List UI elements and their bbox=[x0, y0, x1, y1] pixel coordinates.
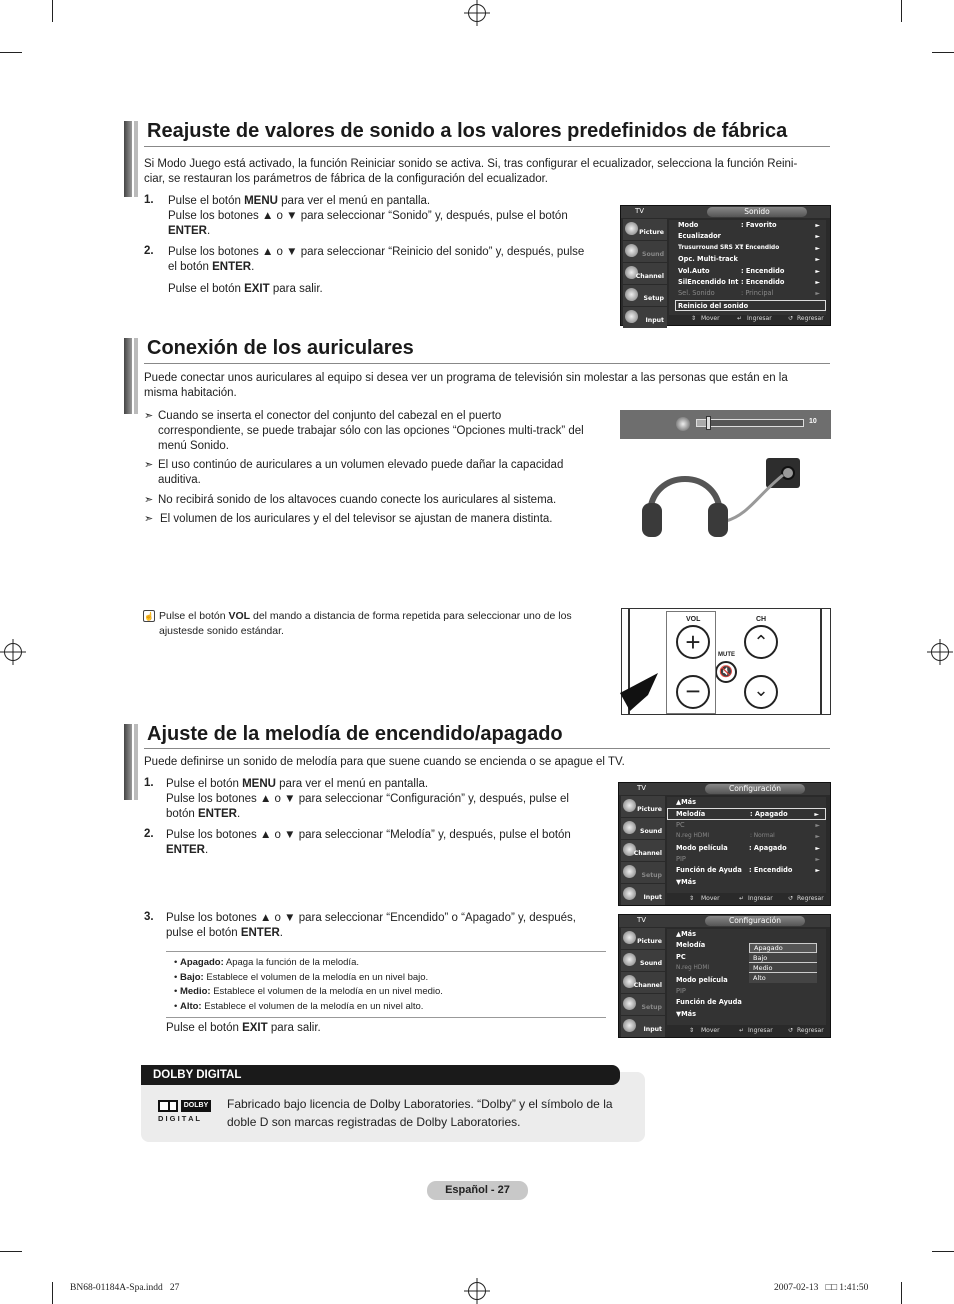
registration-mark-icon bbox=[931, 643, 949, 661]
crop-mark bbox=[0, 52, 22, 53]
volume-osd bbox=[620, 410, 831, 439]
osd-row[interactable]: PC ► bbox=[676, 820, 820, 829]
osd-row[interactable]: PC bbox=[676, 952, 686, 961]
osd-side-input[interactable]: Input bbox=[621, 884, 665, 905]
osd-side-channel[interactable]: Channel bbox=[621, 840, 665, 861]
osd-side-sound[interactable]: Sound bbox=[623, 241, 667, 262]
osd-list bbox=[667, 797, 826, 893]
crop-mark bbox=[932, 1251, 954, 1252]
section-rule bbox=[144, 363, 830, 364]
osd-menu-setup bbox=[618, 782, 831, 906]
registration-mark-icon bbox=[4, 643, 22, 661]
remote-note: Pulse el botón VOL del mando a distancia de forma repetida para seleccionar uno de los ajustesde sonido estándar. bbox=[159, 610, 572, 637]
jack-port bbox=[782, 467, 794, 479]
exit-text: Pulse el botón EXIT para salir. bbox=[166, 1022, 321, 1034]
setup-icon bbox=[623, 997, 636, 1010]
osd-side-input[interactable]: Input bbox=[623, 307, 667, 328]
osd-side-sound[interactable]: Sound bbox=[621, 950, 665, 971]
section-rule bbox=[144, 146, 830, 147]
osd-header: TV Configuración bbox=[619, 915, 830, 927]
input-icon bbox=[623, 1019, 636, 1032]
osd-side-setup[interactable]: Setup bbox=[621, 994, 665, 1015]
osd-row[interactable]: Melodía bbox=[676, 941, 706, 950]
sound-icon bbox=[623, 821, 636, 834]
move-icon: ⇕ bbox=[689, 1027, 695, 1034]
pointer-arrow-icon bbox=[620, 667, 662, 713]
step-number: 1. bbox=[144, 777, 154, 789]
sound-icon bbox=[625, 244, 638, 257]
osd-row[interactable]: Vol.Auto : Encendido ► bbox=[678, 266, 820, 275]
osd-title: Sonido bbox=[707, 207, 807, 217]
remote-illustration bbox=[621, 608, 831, 715]
note-text: Cuando se inserta el conector del conjunto del cabezal en el puerto correspondiente, se puede trabajar sólo con las opciones “Opciones multi-track” del menú Sonido. bbox=[158, 410, 584, 452]
melody-dropdown bbox=[749, 943, 817, 983]
enter-icon: ↵ bbox=[737, 315, 743, 322]
section-intro: Puede definirse un sonido de melodía para que suene cuando se encienda o se apague el TV. bbox=[144, 756, 625, 768]
crop-mark bbox=[901, 1282, 902, 1304]
option-item: • Alto: Establece el volumen de la melodía en un nivel alto. bbox=[174, 1000, 424, 1012]
move-icon: ⇕ bbox=[689, 895, 695, 902]
option-item: • Medio: Establece el volumen de la melodía en un nivel medio. bbox=[174, 986, 443, 997]
osd-title: Configuración bbox=[705, 784, 805, 794]
osd-row[interactable]: Opc. Multi-track ► bbox=[678, 255, 820, 264]
remote-note-icon: ☝ bbox=[144, 612, 154, 621]
ch-up-button[interactable]: ⌃ bbox=[744, 625, 778, 659]
enter-icon: ↵ bbox=[739, 1027, 745, 1034]
step-text: Pulse el botón MENU para ver el menú en pantalla. Pulse los botones ▲ o ▼ para seleccionar “Sonido” y, después, pulse el botón ENTER. bbox=[168, 195, 568, 237]
move-icon: ⇕ bbox=[691, 315, 697, 322]
step-number: 2. bbox=[144, 828, 154, 840]
ch-down-button[interactable]: ⌄ bbox=[744, 675, 778, 709]
headphones-illustration bbox=[638, 455, 808, 543]
dolby-logo: DOLBY D I G I T A L bbox=[158, 1100, 214, 1124]
volume-track[interactable] bbox=[696, 419, 804, 427]
crop-mark bbox=[0, 1251, 22, 1252]
osd-side-picture[interactable]: Picture bbox=[621, 928, 665, 949]
footer-filename: BN68-01184A-Spa.indd 27 bbox=[70, 1283, 180, 1293]
section-bar bbox=[134, 121, 138, 197]
return-icon: ↺ bbox=[788, 895, 794, 902]
input-icon bbox=[625, 310, 638, 323]
vol-highlight bbox=[666, 611, 716, 714]
osd-header: TV Sonido bbox=[621, 206, 830, 218]
osd-side-picture[interactable]: Picture bbox=[621, 796, 665, 817]
osd-row[interactable]: SilEncendido Int : Encendido ► bbox=[678, 277, 820, 286]
picture-icon bbox=[623, 799, 636, 812]
note-text: El volumen de los auriculares y el del televisor se ajustan de manera distinta. bbox=[160, 513, 553, 525]
section-rule bbox=[144, 748, 830, 749]
osd-sidebar bbox=[621, 796, 665, 906]
osd-list bbox=[669, 220, 826, 315]
osd-row[interactable]: ▼Más bbox=[676, 877, 697, 886]
note-arrow-icon: ➣ bbox=[144, 513, 154, 525]
volume-knob[interactable] bbox=[706, 416, 711, 430]
osd-menu-melody bbox=[618, 914, 831, 1038]
osd-sidebar bbox=[623, 219, 667, 329]
osd-menu-sound bbox=[620, 205, 831, 326]
note-arrow-icon: ➣ bbox=[144, 410, 154, 422]
dropdown-option[interactable]: Medio bbox=[749, 963, 817, 973]
vol-down-button[interactable]: − bbox=[676, 675, 710, 709]
earcup-left bbox=[642, 503, 662, 537]
step-text: Pulse los botones ▲ o ▼ para seleccionar “Encendido” o “Apagado” y, después, pulse el botón ENTER. bbox=[166, 912, 576, 939]
osd-row[interactable]: Modo película : Apagado ► bbox=[676, 843, 820, 852]
registration-mark-icon bbox=[468, 4, 486, 22]
mute-label: MUTE bbox=[718, 652, 735, 658]
return-icon: ↺ bbox=[788, 1027, 794, 1034]
exit-text: Pulse el botón EXIT para salir. bbox=[168, 283, 323, 295]
step-text: Pulse el botón MENU para ver el menú en pantalla. Pulse los botones ▲ o ▼ para seleccionar “Configuración” y, después, pulse el botón ENTER. bbox=[166, 778, 569, 820]
osd-row[interactable]: PIP bbox=[676, 986, 686, 995]
osd-side-channel[interactable]: Channel bbox=[621, 972, 665, 993]
section-bar bbox=[134, 338, 138, 414]
step-text: Pulse los botones ▲ o ▼ para seleccionar “Melodía” y, después, pulse el botón ENTER. bbox=[166, 829, 571, 856]
section-bar bbox=[124, 724, 132, 800]
osd-header: TV Configuración bbox=[619, 783, 830, 795]
vol-label: VOL bbox=[686, 616, 701, 623]
option-item: • Apagado: Apaga la función de la melodía. bbox=[174, 957, 359, 968]
options-box bbox=[166, 951, 606, 1018]
dolby-text: Fabricado bajo licencia de Dolby Laboratories. “Dolby” y el símbolo de la doble D son marcas registradas de Dolby Laboratories. bbox=[227, 1097, 613, 1129]
step-text: Pulse los botones ▲ o ▼ para seleccionar “Reinicio del sonido” y, después, pulse el botón ENTER. bbox=[168, 246, 585, 273]
section-intro: Si Modo Juego está activado, la función Reiniciar sonido se activa. Si, tras configurar el ecualizador, selecciona la función Reini- ciar, se restauran los parámetros de fábrica de la configuración del ecualizador. bbox=[144, 158, 798, 185]
osd-footer: ⇕ Mover ↵ Ingresar ↺ Regresar bbox=[689, 895, 824, 902]
section-bar bbox=[124, 338, 132, 414]
osd-row[interactable]: N.reg HDMI bbox=[676, 965, 710, 972]
osd-row[interactable]: Sel. Sonido : Principal ► bbox=[678, 289, 820, 298]
setup-icon bbox=[625, 288, 638, 301]
setup-icon bbox=[623, 865, 636, 878]
section-title: Reajuste de valores de sonido a los valores predefinidos de fábrica bbox=[147, 120, 788, 142]
osd-footer: ⇕ Mover ↵ Ingresar ↺ Regresar bbox=[689, 1027, 824, 1034]
section-title: Conexión de los auriculares bbox=[147, 337, 414, 359]
step-number: 1. bbox=[144, 194, 154, 206]
picture-icon bbox=[623, 931, 636, 944]
dropdown-option[interactable]: Bajo bbox=[749, 953, 817, 963]
picture-icon bbox=[625, 222, 638, 235]
osd-row[interactable]: Ecualizador ► bbox=[678, 232, 820, 241]
vol-up-button[interactable]: + bbox=[676, 625, 710, 659]
dropdown-option-selected[interactable]: Apagado bbox=[749, 943, 817, 953]
osd-side-picture[interactable]: Picture bbox=[623, 219, 667, 240]
input-icon bbox=[623, 887, 636, 900]
footer-date: 2007-02-13 □□ 1:41:50 bbox=[774, 1283, 869, 1293]
ch-label: CH bbox=[756, 616, 767, 623]
section-intro: Puede conectar unos auriculares al equipo si desea ver un programa de televisión sin molestar a las personas que están en la misma habitación. bbox=[144, 372, 788, 399]
osd-side-setup[interactable]: Setup bbox=[623, 285, 667, 306]
crop-mark bbox=[52, 0, 53, 22]
dropdown-option[interactable]: Alto bbox=[753, 974, 766, 982]
crop-mark bbox=[52, 1282, 53, 1304]
note-text: El uso continúo de auriculares a un volumen elevado puede dañar la capacidad auditiva. bbox=[158, 459, 564, 486]
osd-side-setup[interactable]: Setup bbox=[621, 862, 665, 883]
page-number: Español - 27 bbox=[427, 1181, 528, 1200]
cable bbox=[726, 475, 783, 521]
osd-row[interactable]: Trusurround SRS XT : Encendido ► bbox=[678, 244, 820, 252]
enter-icon: ↵ bbox=[739, 895, 745, 902]
speaker-icon bbox=[676, 417, 690, 431]
section-bar bbox=[124, 121, 132, 197]
osd-footer: ⇕ Mover ↵ Ingresar ↺ Regresar bbox=[691, 315, 824, 322]
osd-row-selected[interactable]: Melodía : Apagado ► bbox=[667, 808, 826, 819]
step-number: 2. bbox=[144, 245, 154, 257]
osd-sidebar bbox=[621, 928, 665, 1038]
osd-row[interactable]: Modo película bbox=[676, 975, 728, 984]
sound-icon bbox=[623, 953, 636, 966]
osd-side-sound[interactable]: Sound bbox=[621, 818, 665, 839]
osd-row[interactable]: ▲Más bbox=[676, 798, 697, 806]
registration-mark-icon bbox=[468, 1282, 486, 1300]
osd-side-input[interactable]: Input bbox=[621, 1016, 665, 1037]
osd-row[interactable]: Función de Ayuda : Encendido ► bbox=[676, 866, 820, 875]
crop-mark bbox=[901, 0, 902, 22]
osd-row[interactable]: Función de Ayuda bbox=[676, 998, 742, 1007]
osd-title: Configuración bbox=[705, 916, 805, 926]
osd-row[interactable]: N.reg HDMI : Normal ► bbox=[676, 833, 820, 841]
section-title: Ajuste de la melodía de encendido/apagado bbox=[147, 723, 563, 745]
return-icon: ↺ bbox=[788, 315, 794, 322]
note-arrow-icon: ➣ bbox=[144, 494, 154, 506]
note-arrow-icon: ➣ bbox=[144, 459, 154, 471]
step-number: 3. bbox=[144, 911, 154, 923]
dolby-header: DOLBY DIGITAL bbox=[141, 1065, 620, 1085]
earcup-right bbox=[708, 503, 728, 537]
volume-value: 10 bbox=[809, 418, 817, 425]
mute-button[interactable]: 🔇 bbox=[715, 661, 737, 683]
option-item: • Bajo: Establece el volumen de la melodía en un nivel bajo. bbox=[174, 971, 429, 983]
osd-row[interactable]: PIP ► bbox=[676, 854, 820, 863]
osd-row[interactable]: Modo : Favorito ► bbox=[678, 221, 820, 229]
crop-mark bbox=[932, 52, 954, 53]
note-text: No recibirá sonido de los altavoces cuando conecte los auriculares al sistema. bbox=[158, 494, 557, 506]
section-bar bbox=[134, 724, 138, 800]
osd-side-channel[interactable]: Channel bbox=[623, 263, 667, 284]
double-d-icon bbox=[158, 1100, 178, 1112]
osd-row[interactable]: ▼Más bbox=[676, 1009, 697, 1018]
osd-row-selected[interactable]: Reinicio del sonido bbox=[675, 300, 826, 311]
osd-row[interactable]: ▲Más bbox=[676, 930, 697, 938]
